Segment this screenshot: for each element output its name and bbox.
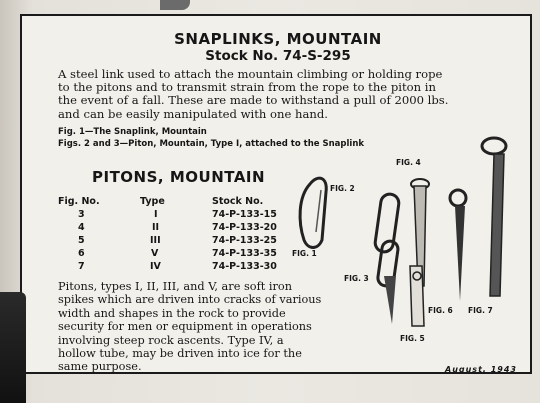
table-cell-stock: 74-P-133-20 [212,222,277,233]
ring-piton-illustration [374,193,400,324]
table-cell-stock: 74-P-133-35 [212,248,277,259]
page-title: SNAPLINKS, MOUNTAIN [174,30,382,48]
fig4-label: FIG. 4 [396,158,421,167]
top-clip-shadow [160,0,190,10]
table-header-stock: Stock No. [212,196,264,207]
fig5-label: FIG. 5 [400,334,425,343]
catalog-card [20,14,532,374]
binder-edge [0,292,26,403]
pitons-description: Pitons, types I, II, III, and V, are soft iron spikes which are driven into cracks of various width and shapes in the rock to provide security for men or equipment in operations involving steep rock ascents. Type IV, a hollow tube, may be driven into ice for the same purpose. [58,280,322,374]
table-cell-fig: 4 [78,222,85,233]
table-cell-type: III [150,235,161,246]
table-cell-fig: 3 [78,209,85,220]
snaplink-illustration [300,178,326,247]
pitons-heading: PITONS, MOUNTAIN [92,168,266,186]
fig3-label: FIG. 3 [344,274,369,283]
ice-piton-illustration [482,138,506,296]
fig7-label: FIG. 7 [468,306,493,315]
spike-piton-illustration [450,190,466,301]
publication-date: August, 1943 [445,365,517,374]
table-cell-fig: 6 [78,248,85,259]
table-header-type: Type [140,196,165,207]
snaplink-description: A steel link used to attach the mountain climbing or holding rope to the pitons and to transmit strain from the rope to the piton in the event of a fall. These are made to withstand a pull of 2000 lbs. and can be easily manipulated with one hand. [58,67,449,121]
table-cell-stock: 74-P-133-15 [212,209,277,220]
table-cell-stock: 74-P-133-30 [212,261,277,272]
table-cell-fig: 7 [78,261,85,272]
fig1-label: FIG. 1 [292,249,317,258]
table-cell-stock: 74-P-133-25 [212,235,277,246]
table-cell-type: II [152,222,160,233]
fig23-caption: Figs. 2 and 3—Piton, Mountain, Type I, attached to the Snaplink [58,139,365,149]
fig6-label: FIG. 6 [428,306,453,315]
fig2-label: FIG. 2 [330,184,355,193]
stock-number: Stock No. 74-S-295 [205,48,351,64]
fig1-caption: Fig. 1—The Snaplink, Mountain [58,127,207,137]
table-cell-type: I [154,209,158,220]
table-header-fig: Fig. No. [58,196,100,207]
short-piton-illustration [410,266,424,326]
table-cell-fig: 5 [78,235,85,246]
table-cell-type: IV [150,261,161,272]
table-cell-type: V [151,248,159,259]
